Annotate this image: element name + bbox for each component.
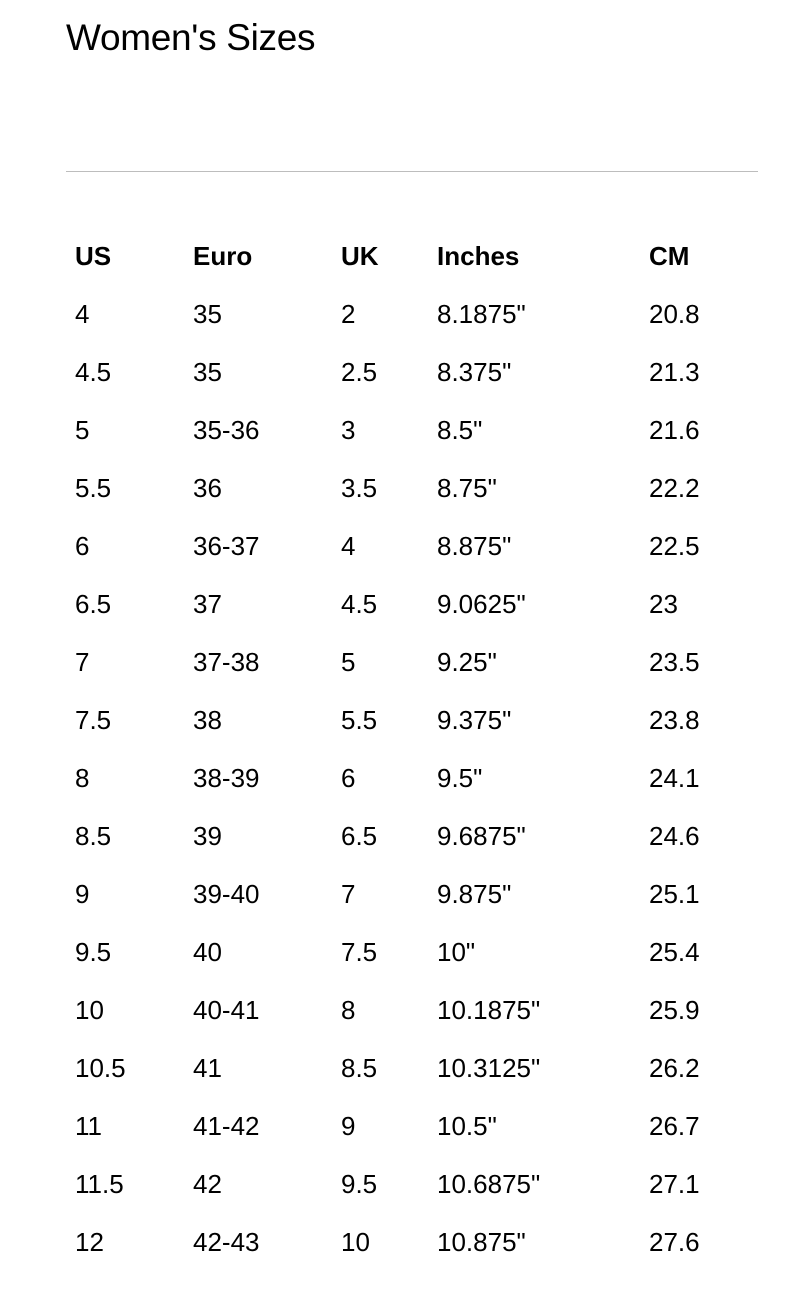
table-row — [75, 1213, 739, 1271]
cell-uk: 10 — [341, 1227, 370, 1257]
cell-inches: 8.375" — [437, 357, 512, 387]
table-row — [75, 865, 739, 923]
cell-euro: 35-36 — [193, 415, 260, 445]
cell-inches: 10.875" — [437, 1227, 526, 1257]
cell-euro: 36 — [193, 473, 222, 503]
cell-cm: 25.9 — [649, 995, 700, 1025]
cell-uk: 2.5 — [341, 357, 378, 387]
cell-us: 8.5 — [75, 821, 112, 851]
cell-euro: 37-38 — [193, 647, 260, 677]
cell-uk: 3 — [341, 415, 356, 445]
cell-us: 7.5 — [75, 705, 112, 735]
cell-cm: 25.4 — [649, 937, 700, 967]
cell-cm: 23 — [649, 589, 678, 619]
table-row — [75, 749, 739, 807]
cell-cm: 27.1 — [649, 1169, 700, 1199]
cell-euro: 36-37 — [193, 531, 260, 561]
cell-us: 7 — [75, 647, 90, 677]
column-header-cm: CM — [649, 241, 690, 271]
table-row — [75, 923, 739, 981]
cell-us: 5 — [75, 415, 90, 445]
cell-inches: 8.875" — [437, 531, 512, 561]
cell-uk: 9.5 — [341, 1169, 378, 1199]
cell-inches: 9.375" — [437, 705, 512, 735]
size-chart-header — [75, 227, 739, 285]
cell-uk: 3.5 — [341, 473, 378, 503]
header-row — [75, 227, 739, 285]
cell-cm: 24.1 — [649, 763, 700, 793]
cell-us: 9.5 — [75, 937, 112, 967]
cell-euro: 35 — [193, 299, 222, 329]
cell-euro: 40 — [193, 937, 222, 967]
cell-us: 6 — [75, 531, 90, 561]
column-header-euro: Euro — [193, 241, 253, 271]
cell-us: 4.5 — [75, 357, 112, 387]
table-row — [75, 575, 739, 633]
table-row — [75, 981, 739, 1039]
cell-euro: 38 — [193, 705, 222, 735]
cell-uk: 5 — [341, 647, 356, 677]
cell-cm: 20.8 — [649, 299, 700, 329]
cell-us: 10.5 — [75, 1053, 126, 1083]
cell-us: 11.5 — [75, 1169, 124, 1199]
cell-us: 9 — [75, 879, 90, 909]
cell-euro: 42 — [193, 1169, 222, 1199]
cell-inches: 8.5" — [437, 415, 483, 445]
cell-cm: 23.5 — [649, 647, 700, 677]
cell-cm: 21.6 — [649, 415, 700, 445]
page-title: Women's Sizes — [66, 17, 316, 58]
cell-euro: 41 — [193, 1053, 222, 1083]
cell-us: 10 — [75, 995, 104, 1025]
column-header-uk: UK — [341, 241, 379, 271]
table-row — [75, 517, 739, 575]
table-row — [75, 691, 739, 749]
cell-uk: 6.5 — [341, 821, 378, 851]
cell-cm: 21.3 — [649, 357, 700, 387]
cell-uk: 4 — [341, 531, 356, 561]
table-row — [75, 401, 739, 459]
cell-us: 8 — [75, 763, 90, 793]
table-row — [75, 807, 739, 865]
cell-cm: 26.7 — [649, 1111, 700, 1141]
cell-inches: 8.1875" — [437, 299, 526, 329]
cell-us: 5.5 — [75, 473, 112, 503]
cell-inches: 10.3125" — [437, 1053, 541, 1083]
cell-euro: 40-41 — [193, 995, 260, 1025]
cell-inches: 8.75" — [437, 473, 497, 503]
cell-cm: 25.1 — [649, 879, 700, 909]
cell-us: 4 — [75, 299, 90, 329]
cell-euro: 38-39 — [193, 763, 260, 793]
table-row — [75, 459, 739, 517]
table-row — [75, 633, 739, 691]
cell-uk: 9 — [341, 1111, 356, 1141]
cell-cm: 22.2 — [649, 473, 700, 503]
cell-us: 11 — [75, 1111, 102, 1141]
table-row — [75, 1039, 739, 1097]
cell-us: 6.5 — [75, 589, 112, 619]
table-row — [75, 285, 739, 343]
column-header-us: US — [75, 241, 112, 271]
table-row — [75, 343, 739, 401]
cell-cm: 27.6 — [649, 1227, 700, 1257]
cell-uk: 5.5 — [341, 705, 378, 735]
cell-euro: 37 — [193, 589, 222, 619]
cell-euro: 41-42 — [193, 1111, 260, 1141]
cell-inches: 10.6875" — [437, 1169, 541, 1199]
cell-inches: 10.5" — [437, 1111, 497, 1141]
cell-uk: 7.5 — [341, 937, 378, 967]
cell-inches: 9.0625" — [437, 589, 526, 619]
cell-cm: 26.2 — [649, 1053, 700, 1083]
cell-cm: 22.5 — [649, 531, 700, 561]
cell-inches: 9.25" — [437, 647, 497, 677]
title-divider — [66, 171, 758, 172]
cell-euro: 39 — [193, 821, 222, 851]
table-row — [75, 1097, 739, 1155]
cell-uk: 2 — [341, 299, 356, 329]
cell-inches: 9.875" — [437, 879, 512, 909]
cell-us: 12 — [75, 1227, 104, 1257]
cell-uk: 8 — [341, 995, 356, 1025]
cell-cm: 24.6 — [649, 821, 700, 851]
cell-inches: 9.6875" — [437, 821, 526, 851]
cell-uk: 4.5 — [341, 589, 378, 619]
cell-euro: 42-43 — [193, 1227, 260, 1257]
cell-cm: 23.8 — [649, 705, 700, 735]
column-header-inches: Inches — [437, 241, 520, 271]
cell-inches: 10.1875" — [437, 995, 541, 1025]
cell-euro: 39-40 — [193, 879, 260, 909]
cell-inches: 9.5" — [437, 763, 483, 793]
cell-uk: 7 — [341, 879, 356, 909]
size-chart-table — [75, 227, 739, 1271]
cell-uk: 6 — [341, 763, 356, 793]
table-row — [75, 1155, 739, 1213]
cell-inches: 10" — [437, 937, 476, 967]
cell-euro: 35 — [193, 357, 222, 387]
size-chart-body — [75, 285, 739, 1271]
cell-uk: 8.5 — [341, 1053, 378, 1083]
